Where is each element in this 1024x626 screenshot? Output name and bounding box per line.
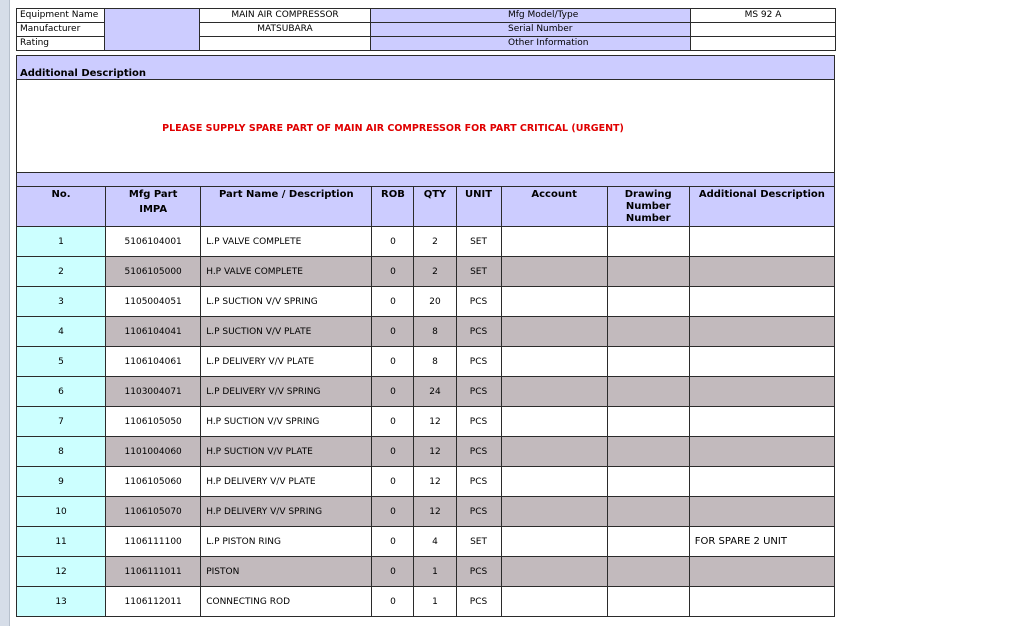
table-row [17,347,835,377]
drawing-number-value [607,407,689,437]
equipment-name-label: Equipment Name [17,9,105,23]
row-number: 5 [17,347,106,377]
col-additional-description: Additional Description [689,187,834,227]
table-row [17,287,835,317]
row-number: 11 [17,527,106,557]
unit-value: SET [456,227,501,257]
part-name: L.P PISTON RING [201,527,372,557]
part-name: H.P DELIVERY V/V SPRING [201,497,372,527]
account-value [501,257,607,287]
part-name: PISTON [201,557,372,587]
additional-description-value [689,407,834,437]
qty-value: 8 [414,317,456,347]
row-number: 1 [17,227,106,257]
drawing-number-value [607,527,689,557]
rob-value: 0 [372,407,414,437]
unit-value: PCS [456,587,501,617]
table-row [17,437,835,467]
account-value [501,347,607,377]
unit-value: PCS [456,347,501,377]
additional-description-value [689,467,834,497]
account-value [501,437,607,467]
additional-description-value [689,557,834,587]
table-row [17,407,835,437]
rob-value: 0 [372,527,414,557]
table-row [17,587,835,617]
col-unit: UNIT [456,187,501,227]
model-label: Mfg Model/Type [371,9,691,23]
col-drawing-number [607,187,689,227]
drawing-number-value [607,317,689,347]
account-value [501,287,607,317]
col-mfg-part [106,187,201,227]
drawing-number-value [607,497,689,527]
other-info-label: Other Information [371,37,691,51]
rob-value: 0 [372,437,414,467]
col-mfg-part-line2: IMPA [139,204,168,215]
col-rob: ROB [372,187,414,227]
qty-value: 2 [414,227,456,257]
account-value [501,227,607,257]
drawing-number-value [607,227,689,257]
mfg-part-number: 5106105000 [106,257,201,287]
serial-label: Serial Number [371,23,691,37]
urgent-request-text: PLEASE SUPPLY SPARE PART OF MAIN AIR COMPRESSOR FOR PART CRITICAL (URGENT) [162,122,624,134]
qty-value: 1 [414,587,456,617]
row-number: 6 [17,377,106,407]
table-row [17,317,835,347]
account-value [501,587,607,617]
col-no: No. [17,187,106,227]
row-number: 13 [17,587,106,617]
rob-value: 0 [372,557,414,587]
additional-description-value: FOR SPARE 2 UNIT [689,527,834,557]
rating-value [200,37,371,51]
additional-description-title: Additional Description [16,55,835,79]
drawing-number-value [607,587,689,617]
unit-value: PCS [456,497,501,527]
unit-value: SET [456,527,501,557]
mfg-part-number: 1106111100 [106,527,201,557]
rob-value: 0 [372,587,414,617]
mfg-part-number: 5106104001 [106,227,201,257]
mfg-part-number: 1106112011 [106,587,201,617]
account-value [501,527,607,557]
unit-value: PCS [456,317,501,347]
equipment-name-value: MAIN AIR COMPRESSOR [200,9,371,23]
col-qty: QTY [414,187,456,227]
part-name: H.P SUCTION V/V PLATE [201,437,372,467]
unit-value: PCS [456,467,501,497]
drawing-number-value [607,257,689,287]
qty-value: 4 [414,527,456,557]
part-name: H.P SUCTION V/V SPRING [201,407,372,437]
part-name: L.P VALVE COMPLETE [201,227,372,257]
header-blue-block [105,9,200,51]
account-value [501,557,607,587]
drawing-number-value [607,467,689,497]
rating-label: Rating [17,37,105,51]
part-name: CONNECTING ROD [201,587,372,617]
unit-value: PCS [456,437,501,467]
row-number: 4 [17,317,106,347]
col-drawing-line2: Number [625,201,671,212]
col-part-name: Part Name / Description [201,187,372,227]
account-value [501,467,607,497]
row-number: 12 [17,557,106,587]
qty-value: 2 [414,257,456,287]
additional-description-value [689,377,834,407]
qty-value: 1 [414,557,456,587]
mfg-part-number: 1105004051 [106,287,201,317]
unit-value: PCS [456,377,501,407]
mfg-part-number: 1106104041 [106,317,201,347]
rob-value: 0 [372,257,414,287]
qty-value: 12 [414,437,456,467]
other-info-value [691,37,836,51]
table-row [17,497,835,527]
rob-value: 0 [372,347,414,377]
table-row [17,257,835,287]
account-value [501,377,607,407]
mfg-part-number: 1106104061 [106,347,201,377]
drawing-number-value [607,287,689,317]
unit-value: PCS [456,407,501,437]
mfg-part-number: 1103004071 [106,377,201,407]
rob-value: 0 [372,227,414,257]
table-row [17,377,835,407]
table-row [17,557,835,587]
table-row [17,527,835,557]
account-value [501,317,607,347]
drawing-number-value [607,437,689,467]
table-row [17,227,835,257]
qty-value: 8 [414,347,456,377]
additional-description-value [689,437,834,467]
col-drawing-line3: Number [625,213,671,224]
row-number: 7 [17,407,106,437]
manufacturer-value: MATSUBARA [200,23,371,37]
drawing-number-value [607,347,689,377]
mfg-part-number: 1106105070 [106,497,201,527]
account-value [501,497,607,527]
col-account: Account [501,187,607,227]
part-name: H.P DELIVERY V/V PLATE [201,467,372,497]
part-name: L.P SUCTION V/V PLATE [201,317,372,347]
mfg-part-number: 1106105050 [106,407,201,437]
additional-description-value [689,347,834,377]
part-name: H.P VALVE COMPLETE [201,257,372,287]
qty-value: 12 [414,467,456,497]
drawing-number-value [607,557,689,587]
part-name: L.P DELIVERY V/V SPRING [201,377,372,407]
row-number: 8 [17,437,106,467]
serial-value [691,23,836,37]
row-number: 3 [17,287,106,317]
spare-parts-table [16,186,835,617]
rob-value: 0 [372,287,414,317]
model-value: MS 92 A [691,9,836,23]
rob-value: 0 [372,467,414,497]
rob-value: 0 [372,377,414,407]
drawing-number-value [607,377,689,407]
rob-value: 0 [372,497,414,527]
account-value [501,407,607,437]
unit-value: SET [456,257,501,287]
rob-value: 0 [372,317,414,347]
additional-description-value [689,227,834,257]
row-number: 9 [17,467,106,497]
equipment-header-table [16,8,836,51]
part-name: L.P SUCTION V/V SPRING [201,287,372,317]
additional-description-value [689,587,834,617]
unit-value: PCS [456,557,501,587]
col-mfg-part-line1: Mfg Part [128,189,178,200]
additional-description-value [689,257,834,287]
unit-value: PCS [456,287,501,317]
qty-value: 24 [414,377,456,407]
additional-description-value [689,287,834,317]
row-number: 2 [17,257,106,287]
qty-value: 12 [414,407,456,437]
additional-description-box [16,79,835,173]
section-divider [16,173,835,187]
qty-value: 12 [414,497,456,527]
qty-value: 20 [414,287,456,317]
col-drawing-line1: Drawing [624,189,672,200]
mfg-part-number: 1106111011 [106,557,201,587]
row-number: 10 [17,497,106,527]
table-header-row [17,187,835,227]
additional-description-value [689,497,834,527]
table-row [17,467,835,497]
window-left-edge [0,0,10,626]
manufacturer-label: Manufacturer [17,23,105,37]
part-name: L.P DELIVERY V/V PLATE [201,347,372,377]
mfg-part-number: 1106105060 [106,467,201,497]
mfg-part-number: 1101004060 [106,437,201,467]
additional-description-value [689,317,834,347]
